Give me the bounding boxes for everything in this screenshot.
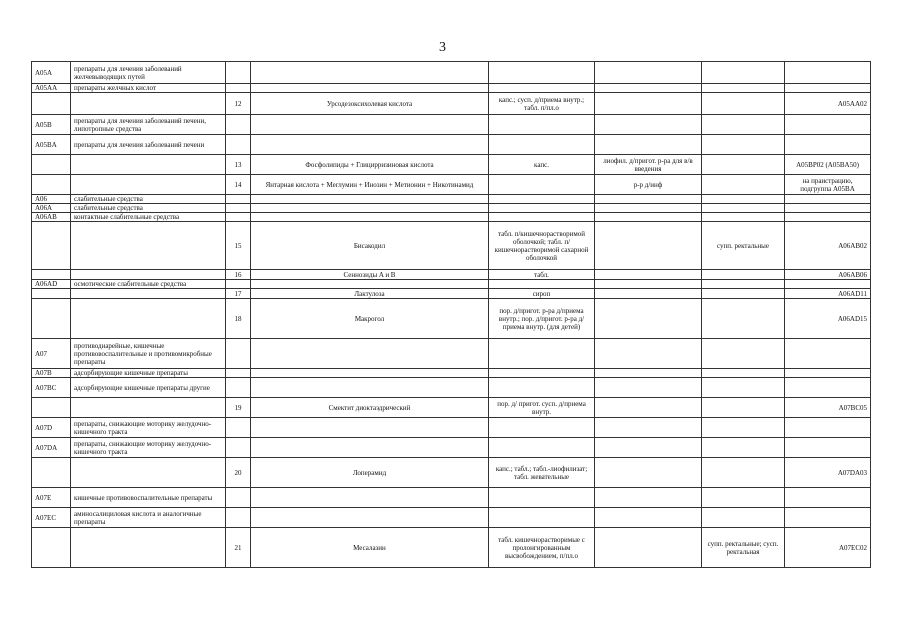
extra-form-cell [595,438,702,458]
inn-cell [251,213,489,222]
extra-form-cell [595,93,702,115]
extra-form-cell: р-р д/инф [595,175,702,195]
table-row [32,378,871,398]
extra-form-cell-2 [702,175,785,195]
table-row [32,289,871,299]
group-name-cell [71,458,226,488]
code-cell: A06 [32,195,71,204]
number-cell [226,508,251,528]
atc-code-cell [785,488,871,508]
extra-form-cell-2 [702,398,785,418]
number-cell [226,204,251,213]
table-row [32,508,871,528]
extra-form-cell-2 [702,195,785,204]
table-row [32,62,871,84]
atc-code-cell [785,508,871,528]
table-row [32,93,871,115]
group-name-cell: препараты желчных кислот [71,84,226,93]
inn-cell: Смектит диоктаэдрический [251,398,489,418]
dosage-form-cell [489,378,595,398]
atc-code-cell [785,195,871,204]
inn-cell [251,115,489,135]
inn-cell: Макрогол [251,299,489,339]
extra-form-cell-2 [702,508,785,528]
extra-form-cell [595,280,702,289]
inn-cell [251,369,489,378]
inn-cell: Фосфолипиды + Глицирризиновая кислота [251,155,489,175]
extra-form-cell-2 [702,339,785,369]
dosage-form-cell: табл. [489,270,595,280]
code-cell: A05B [32,115,71,135]
table-row [32,299,871,339]
extra-form-cell [595,369,702,378]
atc-code-cell [785,378,871,398]
extra-form-cell [595,84,702,93]
table-row [32,528,871,568]
extra-form-cell [595,458,702,488]
dosage-form-cell [489,195,595,204]
dosage-form-cell: капс.; сусп. д/приема внутр.; табл. п/пл.о [489,93,595,115]
extra-form-cell-2 [702,488,785,508]
code-cell [32,528,71,568]
code-cell: A06AD [32,280,71,289]
atc-code-cell: A06AB02 [785,222,871,270]
extra-form-cell [595,270,702,280]
group-name-cell: слабительные средства [71,204,226,213]
dosage-form-cell [489,418,595,438]
code-cell: A07BC [32,378,71,398]
extra-form-cell-2 [702,213,785,222]
inn-cell [251,204,489,213]
number-cell [226,135,251,155]
extra-form-cell-2 [702,369,785,378]
group-name-cell [71,398,226,418]
inn-cell [251,488,489,508]
group-name-cell [71,93,226,115]
inn-cell [251,62,489,84]
number-cell: 21 [226,528,251,568]
atc-code-cell [785,339,871,369]
code-cell [32,93,71,115]
group-name-cell: аминосалициловая кислота и аналогичные препараты [71,508,226,528]
number-cell: 12 [226,93,251,115]
group-name-cell: адсорбирующие кишечные препараты другие [71,378,226,398]
group-name-cell [71,175,226,195]
extra-form-cell-2 [702,93,785,115]
inn-cell [251,339,489,369]
page-number: 3 [439,40,446,55]
code-cell [32,289,71,299]
code-cell: A07B [32,369,71,378]
table-row [32,339,871,369]
table-row [32,135,871,155]
number-cell: 17 [226,289,251,299]
dosage-form-cell: табл. кишечнорастворимые с пролонгированным высвобождением, п/пл.о [489,528,595,568]
group-name-cell [71,528,226,568]
dosage-form-cell [489,280,595,289]
atc-code-cell: A07DA03 [785,458,871,488]
table-row [32,488,871,508]
atc-code-cell: A05AA02 [785,93,871,115]
atc-code-cell [785,280,871,289]
group-name-cell [71,299,226,339]
code-cell [32,398,71,418]
table-row [32,195,871,204]
atc-code-cell [785,62,871,84]
group-name-cell [71,222,226,270]
number-cell: 20 [226,458,251,488]
dosage-form-cell: табл. п/кишечнорастворимой оболочкой; табл. п/кишечнорастворимой сахарной оболочкой [489,222,595,270]
code-cell [32,222,71,270]
extra-form-cell-2 [702,155,785,175]
extra-form-cell [595,488,702,508]
extra-form-cell [595,289,702,299]
extra-form-cell [595,195,702,204]
number-cell: 15 [226,222,251,270]
inn-cell: Янтарная кислота + Меглумин + Инозин + Метионин + Никотинамид [251,175,489,195]
group-name-cell: кишечные противовоспалительные препараты [71,488,226,508]
inn-cell: Месалазин [251,528,489,568]
inn-cell [251,84,489,93]
table-row [32,458,871,488]
extra-form-cell [595,115,702,135]
extra-form-cell [595,528,702,568]
table-row [32,222,871,270]
number-cell: 18 [226,299,251,339]
group-name-cell: препараты для лечения заболеваний печени [71,135,226,155]
extra-form-cell-2: супп. ректальные [702,222,785,270]
group-name-cell: препараты для лечения заболеваний печени, липотропные средства [71,115,226,135]
table-row [32,270,871,280]
dosage-form-cell [489,369,595,378]
number-cell [226,195,251,204]
dosage-form-cell [489,115,595,135]
inn-cell [251,378,489,398]
group-name-cell: адсорбирующие кишечные препараты [71,369,226,378]
group-name-cell [71,289,226,299]
number-cell [226,280,251,289]
code-cell: A05BA [32,135,71,155]
code-cell [32,155,71,175]
dosage-form-cell [489,62,595,84]
dosage-form-cell [489,438,595,458]
code-cell [32,270,71,280]
atc-code-cell [785,84,871,93]
inn-cell: Лактулоза [251,289,489,299]
table-row [32,280,871,289]
group-name-cell: препараты для лечения заболеваний желчевыводящих путей [71,62,226,84]
atc-code-cell [785,204,871,213]
extra-form-cell [595,204,702,213]
extra-form-cell [595,339,702,369]
extra-form-cell: лиофил. д/пригот. р-ра для в/в введения [595,155,702,175]
number-cell: 16 [226,270,251,280]
atc-code-cell: A07EC02 [785,528,871,568]
number-cell [226,418,251,438]
inn-cell [251,508,489,528]
code-cell: A06AB [32,213,71,222]
extra-form-cell [595,418,702,438]
code-cell [32,299,71,339]
table-row [32,213,871,222]
dosage-form-cell [489,339,595,369]
inn-cell: Урсодезоксихолевая кислота [251,93,489,115]
code-cell [32,175,71,195]
dosage-form-cell [489,213,595,222]
extra-form-cell-2 [702,62,785,84]
atc-code-cell [785,438,871,458]
number-cell [226,339,251,369]
extra-form-cell-2 [702,84,785,93]
dosage-form-cell [489,204,595,213]
number-cell [226,438,251,458]
group-name-cell: препараты, снижающие моторику желудочно-кишечного тракта [71,418,226,438]
extra-form-cell-2 [702,378,785,398]
atc-code-cell: на праистрацию, подгруппа A05BA [785,175,871,195]
extra-form-cell [595,62,702,84]
table-row [32,175,871,195]
extra-form-cell-2 [702,299,785,339]
code-cell: A07E [32,488,71,508]
table-row [32,204,871,213]
extra-form-cell-2 [702,115,785,135]
extra-form-cell [595,222,702,270]
group-name-cell [71,155,226,175]
extra-form-cell-2: супп. ректальные; сусп. ректальная [702,528,785,568]
code-cell: A07 [32,339,71,369]
number-cell: 14 [226,175,251,195]
atc-code-cell: A05BP02 (A05BA50) [785,155,871,175]
inn-cell [251,135,489,155]
table-row [32,369,871,378]
inn-cell [251,195,489,204]
extra-form-cell [595,135,702,155]
number-cell [226,84,251,93]
dosage-form-cell: капс. [489,155,595,175]
code-cell [32,458,71,488]
atc-code-cell [785,213,871,222]
extra-form-cell [595,213,702,222]
group-name-cell [71,270,226,280]
table-row [32,398,871,418]
extra-form-cell-2 [702,280,785,289]
atc-code-cell [785,115,871,135]
number-cell [226,378,251,398]
number-cell [226,213,251,222]
atc-code-cell: A06AD15 [785,299,871,339]
code-cell: A07D [32,418,71,438]
extra-form-cell-2 [702,438,785,458]
inn-cell [251,438,489,458]
extra-form-cell [595,299,702,339]
inn-cell: Бисакодил [251,222,489,270]
atc-code-cell [785,369,871,378]
group-name-cell: препараты, снижающие моторику желудочно-кишечного тракта [71,438,226,458]
atc-code-cell: A07BC05 [785,398,871,418]
extra-form-cell [595,378,702,398]
extra-form-cell-2 [702,289,785,299]
group-name-cell: слабительные средства [71,195,226,204]
dosage-form-cell [489,135,595,155]
inn-cell: Сеннозиды A и B [251,270,489,280]
inn-cell [251,280,489,289]
code-cell: A05A [32,62,71,84]
table-row [32,155,871,175]
extra-form-cell-2 [702,270,785,280]
extra-form-cell-2 [702,135,785,155]
number-cell [226,62,251,84]
table-row [32,418,871,438]
dosage-form-cell: пор. д/пригот. р-ра д/приема внутр.; пор. д/пригот. р-ра д/приема внутр. (для детей) [489,299,595,339]
group-name-cell: осмотические слабительные средства [71,280,226,289]
code-cell: A07DA [32,438,71,458]
drug-table [31,61,871,568]
dosage-form-cell: пор. д/ пригот. сусп. д/приема внутр. [489,398,595,418]
number-cell [226,488,251,508]
extra-form-cell [595,398,702,418]
dosage-form-cell [489,175,595,195]
code-cell: A06A [32,204,71,213]
table-row [32,438,871,458]
extra-form-cell [595,508,702,528]
table-row [32,84,871,93]
dosage-form-cell [489,508,595,528]
extra-form-cell-2 [702,418,785,438]
number-cell: 13 [226,155,251,175]
number-cell: 19 [226,398,251,418]
group-name-cell: контактные слабительные средства [71,213,226,222]
extra-form-cell-2 [702,458,785,488]
inn-cell: Лоперамид [251,458,489,488]
dosage-form-cell [489,488,595,508]
dosage-form-cell: сироп [489,289,595,299]
number-cell [226,369,251,378]
atc-code-cell [785,418,871,438]
group-name-cell: противодиарейные, кишечные противовоспалительные и противомикробные препараты [71,339,226,369]
extra-form-cell-2 [702,204,785,213]
code-cell: A07EC [32,508,71,528]
atc-code-cell: A06AB06 [785,270,871,280]
dosage-form-cell [489,84,595,93]
atc-code-cell: A06AD11 [785,289,871,299]
code-cell: A05AA [32,84,71,93]
number-cell [226,115,251,135]
dosage-form-cell: капс.; табл.; табл.-лиофилизат; табл. жевательные [489,458,595,488]
inn-cell [251,418,489,438]
table-row [32,115,871,135]
atc-code-cell [785,135,871,155]
